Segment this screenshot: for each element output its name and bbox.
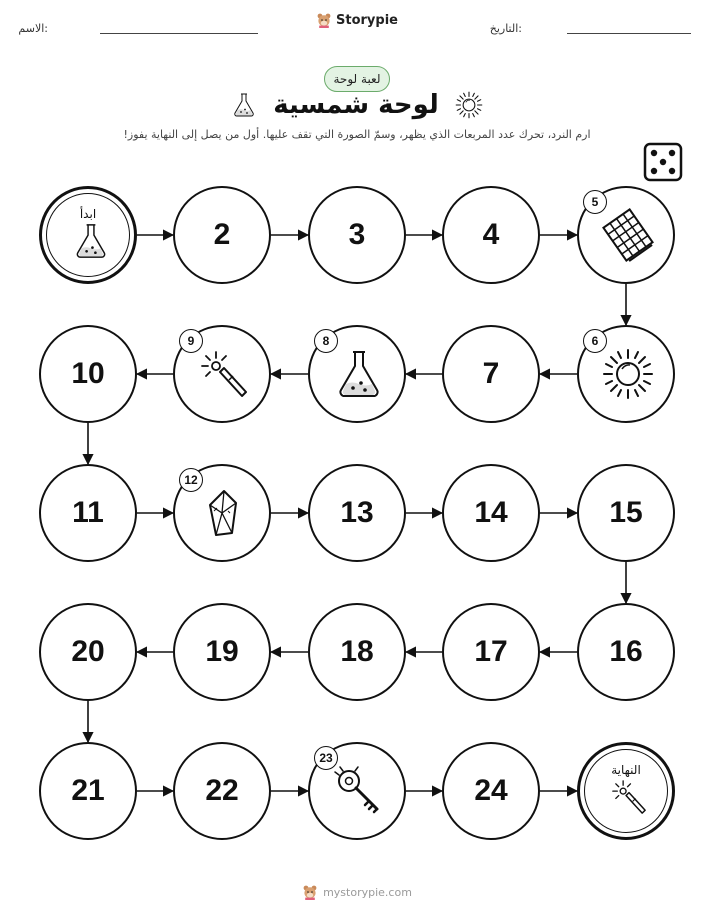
sun-icon — [598, 344, 658, 404]
cell-number: 21 — [71, 774, 105, 807]
cell-number: 15 — [609, 496, 643, 529]
instructions: ارم النرد، تحرك عدد المربعات الذي يظهر، وسمّ الصورة التي تقف عليها. أول من يصل إلى النهاية يفوز! — [123, 128, 591, 141]
board-cell-4 — [442, 186, 540, 284]
cell-number: 16 — [609, 635, 643, 668]
cell-number: 2 — [213, 218, 231, 251]
board-cell-21 — [39, 742, 137, 840]
board-cell-start — [39, 186, 137, 284]
board-cell-finish — [577, 742, 675, 840]
cell-number: 22 — [205, 774, 239, 807]
board-cell-15 — [577, 464, 675, 562]
cell-number: 17 — [474, 635, 508, 668]
cell-number-badge: 23 — [314, 746, 338, 770]
footer — [0, 884, 714, 900]
brand-logo — [0, 12, 714, 28]
cell-number: 18 — [340, 635, 374, 668]
board-cell-3 — [308, 186, 406, 284]
date-field[interactable] — [567, 33, 691, 34]
board-cell-9 — [173, 325, 271, 423]
cell-number: 14 — [474, 496, 508, 529]
cell-number: 24 — [474, 774, 508, 807]
board-cell-17 — [442, 603, 540, 701]
key-icon — [329, 761, 389, 821]
game-type-badge: لعبة لوحة — [324, 66, 390, 92]
page-title: لوحة شمسية — [273, 90, 439, 120]
sun-icon — [453, 89, 485, 121]
board-cell-14 — [442, 464, 540, 562]
board-cell-11 — [39, 464, 137, 562]
cell-number: 10 — [71, 357, 105, 390]
board-cell-7 — [442, 325, 540, 423]
dice-five-icon[interactable] — [643, 142, 683, 182]
cell-number: 11 — [72, 496, 104, 529]
board-cell-20 — [39, 603, 137, 701]
cell-number-badge: 9 — [179, 329, 203, 353]
solar-panel-icon — [598, 205, 658, 265]
board-cell-5 — [577, 186, 675, 284]
cell-number: 13 — [340, 496, 374, 529]
title-row — [0, 88, 714, 122]
name-label: الاسم: — [18, 22, 48, 35]
cell-number: 19 — [205, 635, 239, 668]
board-cell-13 — [308, 464, 406, 562]
board-cell-6 — [577, 325, 675, 423]
footer-url: mystorypie.com — [323, 885, 412, 899]
board-cell-18 — [308, 603, 406, 701]
flask-icon — [329, 344, 389, 404]
cell-number-badge: 5 — [583, 190, 607, 214]
cell-number: 20 — [71, 635, 105, 668]
board-cell-24 — [442, 742, 540, 840]
board-cell-19 — [173, 603, 271, 701]
date-label: التاريخ: — [489, 22, 522, 35]
bear-icon — [302, 884, 318, 900]
cell-number: 4 — [482, 218, 500, 251]
board-cell-2 — [173, 186, 271, 284]
cell-label: النهاية — [611, 763, 641, 777]
cell-number-badge: 12 — [179, 468, 203, 492]
board-cell-12 — [173, 464, 271, 562]
magic-wand-icon — [607, 775, 651, 819]
cell-number-badge: 6 — [583, 329, 607, 353]
board-cell-16 — [577, 603, 675, 701]
cell-label: ابدأ — [79, 207, 97, 221]
flask-icon — [69, 219, 113, 263]
board-cell-10 — [39, 325, 137, 423]
flask-icon — [229, 88, 259, 122]
cell-number-badge: 8 — [314, 329, 338, 353]
board-cell-22 — [173, 742, 271, 840]
board-cell-8 — [308, 325, 406, 423]
name-field[interactable] — [100, 33, 258, 34]
board-cell-23 — [308, 742, 406, 840]
crystal-icon — [194, 483, 254, 543]
magic-wand-icon — [194, 344, 254, 404]
cell-number: 3 — [348, 218, 366, 251]
bear-icon — [316, 12, 332, 28]
brand-name: Storypie — [336, 12, 398, 28]
cell-number: 7 — [482, 357, 500, 390]
